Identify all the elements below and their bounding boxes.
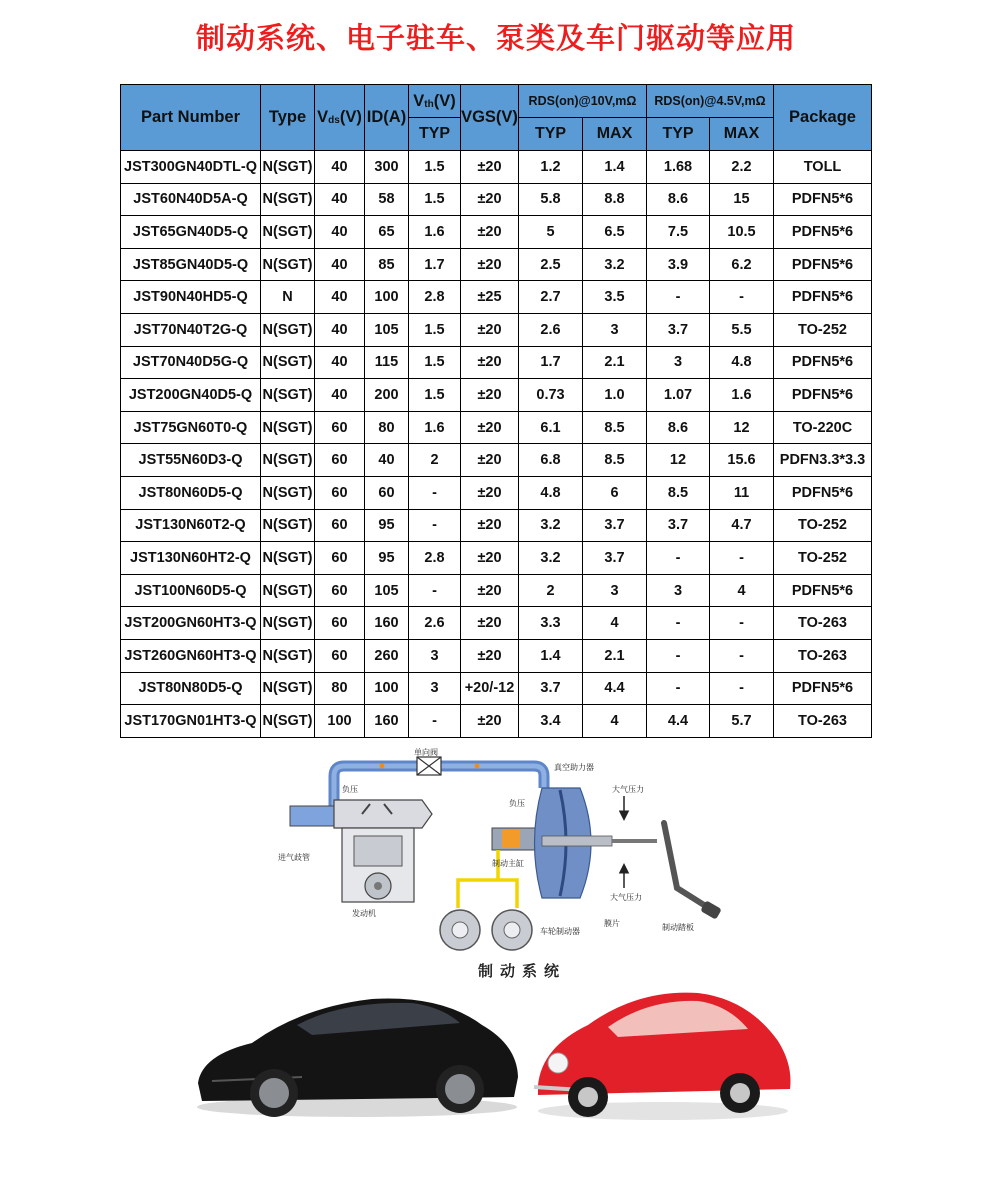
cell-id: 40 bbox=[365, 444, 409, 477]
cell-vds: 40 bbox=[315, 281, 365, 314]
cell-r10max: 8.5 bbox=[583, 411, 647, 444]
table-row bbox=[121, 639, 872, 672]
cell-r45max: - bbox=[710, 281, 774, 314]
cell-r10typ: 2.6 bbox=[519, 313, 583, 346]
cell-r45max: 12 bbox=[710, 411, 774, 444]
cell-r10typ: 1.7 bbox=[519, 346, 583, 379]
cell-r10typ: 5 bbox=[519, 216, 583, 249]
table-row bbox=[121, 672, 872, 705]
cell-part: JST130N60T2-Q bbox=[121, 509, 261, 542]
cell-vth: - bbox=[409, 574, 461, 607]
cell-vds: 60 bbox=[315, 476, 365, 509]
label-diaphragm: 膜片 bbox=[604, 919, 620, 928]
cell-vth: 2.6 bbox=[409, 607, 461, 640]
cell-r45typ: - bbox=[647, 607, 710, 640]
cell-r45typ: - bbox=[647, 542, 710, 575]
cell-r10typ: 2.5 bbox=[519, 248, 583, 281]
cell-vth: 1.5 bbox=[409, 151, 461, 184]
label-master-cylinder: 制动主缸 bbox=[492, 859, 524, 868]
cell-vds: 60 bbox=[315, 411, 365, 444]
cell-vds: 60 bbox=[315, 444, 365, 477]
cell-part: JST130N60HT2-Q bbox=[121, 542, 261, 575]
cell-vgs: ±20 bbox=[461, 411, 519, 444]
cell-id: 95 bbox=[365, 542, 409, 575]
cell-vth: 1.6 bbox=[409, 216, 461, 249]
cell-type: N(SGT) bbox=[261, 607, 315, 640]
table-row bbox=[121, 542, 872, 575]
cell-part: JST60N40D5A-Q bbox=[121, 183, 261, 216]
cell-r45max: - bbox=[710, 542, 774, 575]
cell-r45max: 15 bbox=[710, 183, 774, 216]
cell-type: N(SGT) bbox=[261, 574, 315, 607]
cell-r10typ: 3.2 bbox=[519, 542, 583, 575]
cell-r45typ: 8.5 bbox=[647, 476, 710, 509]
table-row bbox=[121, 411, 872, 444]
page-title: 制动系统、电子驻车、泵类及车门驱动等应用 bbox=[195, 21, 796, 55]
cell-vgs: ±20 bbox=[461, 379, 519, 412]
cell-r45max: 6.2 bbox=[710, 248, 774, 281]
cell-vth: 1.5 bbox=[409, 183, 461, 216]
cell-pkg: PDFN5*6 bbox=[774, 379, 872, 412]
cell-part: JST200GN60HT3-Q bbox=[121, 607, 261, 640]
cell-type: N bbox=[261, 281, 315, 314]
cell-id: 95 bbox=[365, 509, 409, 542]
header-rds10-typ: TYP bbox=[519, 118, 583, 151]
header-vth: $V_{th}(V)$ bbox=[409, 85, 461, 118]
table-row bbox=[121, 476, 872, 509]
cell-vgs: ±20 bbox=[461, 509, 519, 542]
cell-r10typ: 2 bbox=[519, 574, 583, 607]
cell-vgs: ±20 bbox=[461, 574, 519, 607]
cell-pkg: PDFN5*6 bbox=[774, 248, 872, 281]
cell-r45typ: 1.07 bbox=[647, 379, 710, 412]
cell-r45typ: 7.5 bbox=[647, 216, 710, 249]
brake-pedal-icon bbox=[612, 823, 722, 920]
cell-type: N(SGT) bbox=[261, 411, 315, 444]
table-row bbox=[121, 444, 872, 477]
cell-id: 58 bbox=[365, 183, 409, 216]
header-rds-10v: RDS(on)@10V,mΩ bbox=[519, 85, 647, 118]
cell-r10max: 3.2 bbox=[583, 248, 647, 281]
cell-vgs: ±20 bbox=[461, 542, 519, 575]
wheel-brake-icon bbox=[440, 910, 532, 950]
cell-pkg: TO-252 bbox=[774, 509, 872, 542]
cell-vgs: ±25 bbox=[461, 281, 519, 314]
cell-type: N(SGT) bbox=[261, 476, 315, 509]
check-valve-icon bbox=[417, 757, 441, 775]
cell-r10typ: 2.7 bbox=[519, 281, 583, 314]
table-row bbox=[121, 574, 872, 607]
cell-part: JST70N40D5G-Q bbox=[121, 346, 261, 379]
cell-r45typ: 4.4 bbox=[647, 705, 710, 738]
cell-vth: 2.8 bbox=[409, 542, 461, 575]
cell-r10max: 3 bbox=[583, 574, 647, 607]
cell-part: JST75GN60T0-Q bbox=[121, 411, 261, 444]
cell-id: 85 bbox=[365, 248, 409, 281]
header-part-number: Part Number bbox=[121, 85, 261, 151]
label-brake-pedal: 制动踏板 bbox=[662, 923, 694, 932]
cell-pkg: TO-263 bbox=[774, 639, 872, 672]
header-vds: $V_{ds}(V)$ bbox=[315, 85, 365, 151]
cell-vgs: ±20 bbox=[461, 639, 519, 672]
cell-r45max: 4.8 bbox=[710, 346, 774, 379]
cell-r10typ: 3.4 bbox=[519, 705, 583, 738]
cell-r10max: 6 bbox=[583, 476, 647, 509]
cell-vth: 2.8 bbox=[409, 281, 461, 314]
cell-vgs: ±20 bbox=[461, 346, 519, 379]
cell-vds: 40 bbox=[315, 216, 365, 249]
cell-pkg: PDFN5*6 bbox=[774, 574, 872, 607]
header-rds45-max: MAX bbox=[710, 118, 774, 151]
cell-r45max: - bbox=[710, 672, 774, 705]
cell-vth: 1.6 bbox=[409, 411, 461, 444]
header-rds-4v5: RDS(on)@4.5V,mΩ bbox=[647, 85, 774, 118]
cell-id: 200 bbox=[365, 379, 409, 412]
cell-pkg: PDFN3.3*3.3 bbox=[774, 444, 872, 477]
cell-type: N(SGT) bbox=[261, 639, 315, 672]
cell-vds: 40 bbox=[315, 183, 365, 216]
cell-part: JST100N60D5-Q bbox=[121, 574, 261, 607]
label-atmospheric-top: 大气压力 bbox=[612, 785, 644, 794]
cell-r45typ: - bbox=[647, 281, 710, 314]
cell-part: JST170GN01HT3-Q bbox=[121, 705, 261, 738]
cell-part: JST90N40HD5-Q bbox=[121, 281, 261, 314]
cell-id: 115 bbox=[365, 346, 409, 379]
cell-pkg: TOLL bbox=[774, 151, 872, 184]
cell-r45max: - bbox=[710, 639, 774, 672]
header-id: ID(A) bbox=[365, 85, 409, 151]
cell-r10max: 3 bbox=[583, 313, 647, 346]
cell-r10typ: 3.2 bbox=[519, 509, 583, 542]
cell-r45typ: 3.9 bbox=[647, 248, 710, 281]
header-vth-typ: TYP bbox=[409, 118, 461, 151]
cell-part: JST70N40T2G-Q bbox=[121, 313, 261, 346]
cell-vds: 80 bbox=[315, 672, 365, 705]
header-package: Package bbox=[774, 85, 872, 151]
cell-r45max: - bbox=[710, 607, 774, 640]
label-negative-pressure-booster: 负压 bbox=[509, 799, 525, 808]
table-row bbox=[121, 705, 872, 738]
cell-id: 100 bbox=[365, 672, 409, 705]
cell-part: JST65GN40D5-Q bbox=[121, 216, 261, 249]
table-row bbox=[121, 216, 872, 249]
label-atmospheric-bottom: 大气压力 bbox=[610, 893, 642, 902]
cell-id: 80 bbox=[365, 411, 409, 444]
cell-vds: 60 bbox=[315, 639, 365, 672]
cell-vds: 40 bbox=[315, 313, 365, 346]
cell-type: N(SGT) bbox=[261, 248, 315, 281]
brake-system-diagram bbox=[272, 748, 732, 952]
cell-pkg: TO-252 bbox=[774, 542, 872, 575]
cell-r45max: 1.6 bbox=[710, 379, 774, 412]
table-row bbox=[121, 379, 872, 412]
cell-type: N(SGT) bbox=[261, 705, 315, 738]
cell-r10max: 4 bbox=[583, 607, 647, 640]
table-row bbox=[121, 183, 872, 216]
cell-vth: - bbox=[409, 705, 461, 738]
cell-pkg: PDFN5*6 bbox=[774, 672, 872, 705]
cell-type: N(SGT) bbox=[261, 183, 315, 216]
cell-type: N(SGT) bbox=[261, 444, 315, 477]
cell-pkg: TO-220C bbox=[774, 411, 872, 444]
cell-r10max: 2.1 bbox=[583, 639, 647, 672]
cell-type: N(SGT) bbox=[261, 542, 315, 575]
cell-type: N(SGT) bbox=[261, 313, 315, 346]
cell-id: 160 bbox=[365, 705, 409, 738]
label-negative-pressure-engine: 负压 bbox=[342, 785, 358, 794]
cell-vth: 1.5 bbox=[409, 379, 461, 412]
cell-vds: 40 bbox=[315, 346, 365, 379]
cell-vds: 60 bbox=[315, 607, 365, 640]
diagram-caption: 制动系统 bbox=[477, 962, 566, 980]
cell-id: 300 bbox=[365, 151, 409, 184]
cell-vgs: ±20 bbox=[461, 607, 519, 640]
cell-vds: 40 bbox=[315, 379, 365, 412]
table-row bbox=[121, 607, 872, 640]
cell-id: 260 bbox=[365, 639, 409, 672]
cell-vds: 60 bbox=[315, 542, 365, 575]
cell-vth: - bbox=[409, 476, 461, 509]
label-vacuum-booster: 真空助力器 bbox=[554, 763, 594, 772]
cell-r10typ: 3.7 bbox=[519, 672, 583, 705]
cell-vgs: ±20 bbox=[461, 151, 519, 184]
cell-vds: 60 bbox=[315, 574, 365, 607]
cell-vth: - bbox=[409, 509, 461, 542]
cell-r10max: 6.5 bbox=[583, 216, 647, 249]
table-row bbox=[121, 346, 872, 379]
cell-r45max: 4 bbox=[710, 574, 774, 607]
cell-pkg: TO-252 bbox=[774, 313, 872, 346]
cell-id: 60 bbox=[365, 476, 409, 509]
cell-vth: 2 bbox=[409, 444, 461, 477]
cell-vgs: ±20 bbox=[461, 183, 519, 216]
cell-id: 105 bbox=[365, 313, 409, 346]
header-rds45-typ: TYP bbox=[647, 118, 710, 151]
cell-r45max: 10.5 bbox=[710, 216, 774, 249]
cell-id: 105 bbox=[365, 574, 409, 607]
cell-r45typ: 3.7 bbox=[647, 313, 710, 346]
cell-vth: 3 bbox=[409, 639, 461, 672]
cell-vth: 1.5 bbox=[409, 346, 461, 379]
cell-r10max: 3.7 bbox=[583, 509, 647, 542]
cell-vth: 3 bbox=[409, 672, 461, 705]
cell-pkg: PDFN5*6 bbox=[774, 281, 872, 314]
cell-r10typ: 3.3 bbox=[519, 607, 583, 640]
cell-vgs: ±20 bbox=[461, 313, 519, 346]
cell-r10max: 4.4 bbox=[583, 672, 647, 705]
header-rds10-max: MAX bbox=[583, 118, 647, 151]
cell-type: N(SGT) bbox=[261, 346, 315, 379]
black-sports-car-image bbox=[192, 985, 522, 1120]
table-row bbox=[121, 281, 872, 314]
cell-r10typ: 6.8 bbox=[519, 444, 583, 477]
cell-r10max: 8.8 bbox=[583, 183, 647, 216]
cell-vgs: ±20 bbox=[461, 705, 519, 738]
cell-r45max: 2.2 bbox=[710, 151, 774, 184]
cell-vgs: +20/-12 bbox=[461, 672, 519, 705]
cell-r45max: 11 bbox=[710, 476, 774, 509]
vacuum-booster-icon bbox=[535, 788, 613, 898]
table-row bbox=[121, 313, 872, 346]
cell-vgs: ±20 bbox=[461, 248, 519, 281]
cell-r10max: 4 bbox=[583, 705, 647, 738]
cell-r45max: 5.5 bbox=[710, 313, 774, 346]
cell-pkg: PDFN5*6 bbox=[774, 183, 872, 216]
cell-type: N(SGT) bbox=[261, 509, 315, 542]
cell-r10max: 8.5 bbox=[583, 444, 647, 477]
header-type: Type bbox=[261, 85, 315, 151]
cell-vth: 1.5 bbox=[409, 313, 461, 346]
cell-part: JST300GN40DTL-Q bbox=[121, 151, 261, 184]
cell-r10max: 1.0 bbox=[583, 379, 647, 412]
cell-type: N(SGT) bbox=[261, 151, 315, 184]
cell-pkg: PDFN5*6 bbox=[774, 346, 872, 379]
table-row bbox=[121, 509, 872, 542]
label-intake-manifold: 进气歧管 bbox=[278, 853, 310, 862]
cell-type: N(SGT) bbox=[261, 216, 315, 249]
cell-r45typ: 8.6 bbox=[647, 411, 710, 444]
cell-vth: 1.7 bbox=[409, 248, 461, 281]
table-row bbox=[121, 151, 872, 184]
cell-r45typ: 12 bbox=[647, 444, 710, 477]
cell-part: JST85GN40D5-Q bbox=[121, 248, 261, 281]
label-wheel-brake: 车轮制动器 bbox=[540, 927, 580, 936]
cell-r45max: 4.7 bbox=[710, 509, 774, 542]
cell-pkg: PDFN5*6 bbox=[774, 476, 872, 509]
red-beetle-car-image bbox=[528, 985, 798, 1123]
cell-r10max: 1.4 bbox=[583, 151, 647, 184]
cell-part: JST80N80D5-Q bbox=[121, 672, 261, 705]
cell-id: 100 bbox=[365, 281, 409, 314]
cell-vds: 40 bbox=[315, 248, 365, 281]
cell-vds: 100 bbox=[315, 705, 365, 738]
header-vgs: VGS(V) bbox=[461, 85, 519, 151]
cell-r45typ: - bbox=[647, 639, 710, 672]
cell-r45max: 15.6 bbox=[710, 444, 774, 477]
cell-id: 65 bbox=[365, 216, 409, 249]
cell-r45max: 5.7 bbox=[710, 705, 774, 738]
engine-icon bbox=[290, 800, 432, 902]
cell-part: JST200GN40D5-Q bbox=[121, 379, 261, 412]
cell-r10typ: 1.2 bbox=[519, 151, 583, 184]
cell-id: 160 bbox=[365, 607, 409, 640]
cell-type: N(SGT) bbox=[261, 672, 315, 705]
cell-r45typ: 1.68 bbox=[647, 151, 710, 184]
cell-vgs: ±20 bbox=[461, 216, 519, 249]
cell-pkg: TO-263 bbox=[774, 607, 872, 640]
cell-r10typ: 5.8 bbox=[519, 183, 583, 216]
cell-r45typ: - bbox=[647, 672, 710, 705]
cell-part: JST260GN60HT3-Q bbox=[121, 639, 261, 672]
cell-vgs: ±20 bbox=[461, 444, 519, 477]
label-engine: 发动机 bbox=[352, 909, 376, 918]
cell-pkg: PDFN5*6 bbox=[774, 216, 872, 249]
cell-pkg: TO-263 bbox=[774, 705, 872, 738]
cell-r10max: 3.5 bbox=[583, 281, 647, 314]
cell-part: JST80N60D5-Q bbox=[121, 476, 261, 509]
cell-vds: 60 bbox=[315, 509, 365, 542]
cell-r45typ: 3 bbox=[647, 574, 710, 607]
label-check-valve: 单向阀 bbox=[414, 748, 438, 757]
table-row bbox=[121, 248, 872, 281]
cell-r45typ: 8.6 bbox=[647, 183, 710, 216]
cell-r10max: 3.7 bbox=[583, 542, 647, 575]
cell-vds: 40 bbox=[315, 151, 365, 184]
cell-r10typ: 4.8 bbox=[519, 476, 583, 509]
cell-r10max: 2.1 bbox=[583, 346, 647, 379]
cell-r45typ: 3 bbox=[647, 346, 710, 379]
cell-type: N(SGT) bbox=[261, 379, 315, 412]
cell-r10typ: 0.73 bbox=[519, 379, 583, 412]
mosfet-spec-table bbox=[120, 84, 872, 738]
cell-r10typ: 1.4 bbox=[519, 639, 583, 672]
cell-r10typ: 6.1 bbox=[519, 411, 583, 444]
cell-r45typ: 3.7 bbox=[647, 509, 710, 542]
cell-vgs: ±20 bbox=[461, 476, 519, 509]
cell-part: JST55N60D3-Q bbox=[121, 444, 261, 477]
